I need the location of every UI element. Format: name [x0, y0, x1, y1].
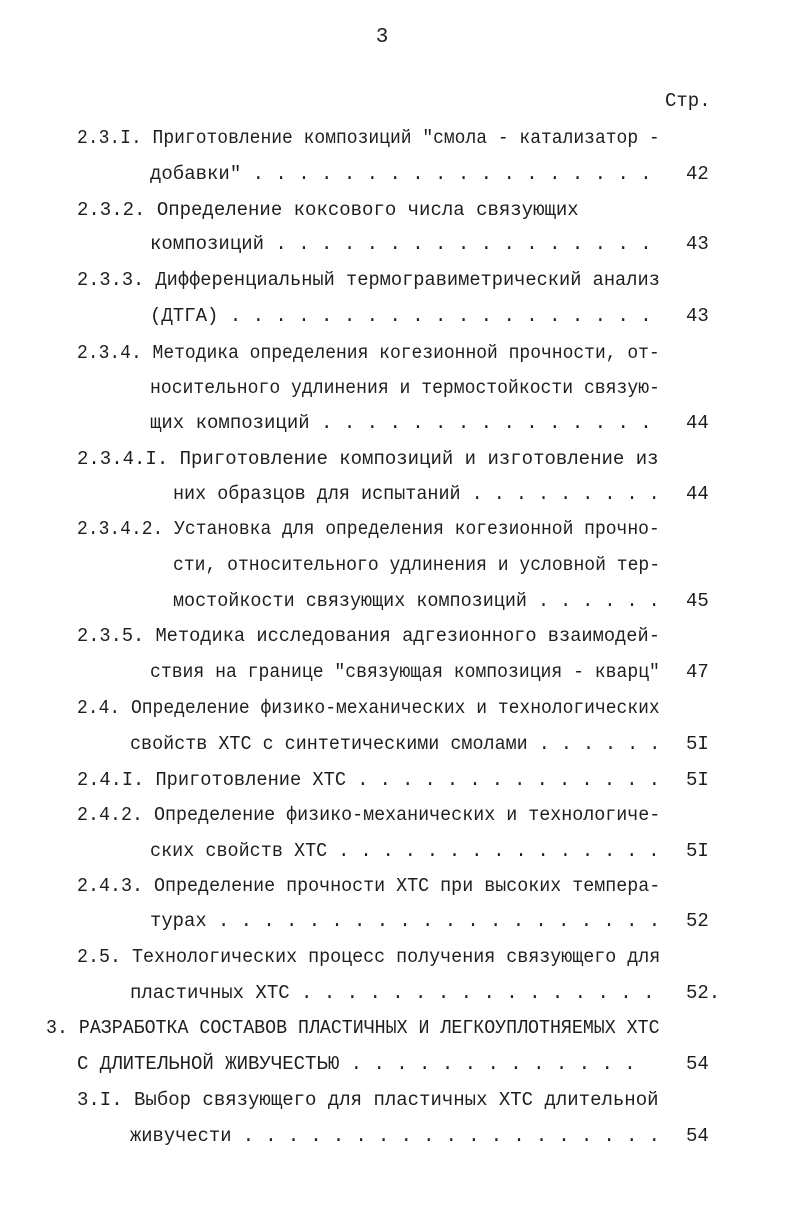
toc-line: 2.5. Технологических процесс получения связующего для [77, 946, 661, 968]
toc-page-number: 52 [686, 910, 709, 932]
toc-line: мостойкости связующих композиций . . . . . . [173, 590, 660, 612]
toc-page-number: 42 [686, 163, 709, 185]
page-number: 3 [375, 26, 389, 49]
toc-line: 2.3.4. Методика определения когезионной прочности, от- [77, 342, 660, 364]
toc-chapter-line: 3. РАЗРАБОТКА СОСТАВОВ ПЛАСТИЧНЫХ И ЛЕГКОУПЛОТНЯЕМЫХ ХТС [46, 1017, 660, 1039]
toc-line: 2.4. Определение физико-механических и технологических [77, 697, 660, 719]
toc-line: пластичных ХТС . . . . . . . . . . . . . . . . [130, 982, 655, 1004]
toc-page-number: 54 [686, 1125, 709, 1147]
toc-line: (ДТГА) . . . . . . . . . . . . . . . . . . . [150, 305, 652, 327]
toc-line: ских свойств ХТС . . . . . . . . . . . . . . . [150, 840, 660, 862]
toc-page-number: 45 [686, 590, 709, 612]
toc-line: турах . . . . . . . . . . . . . . . . . . . . [150, 910, 661, 932]
toc-line: композиций . . . . . . . . . . . . . . . . . [150, 233, 652, 255]
toc-page-number: 52. [686, 982, 721, 1004]
toc-line: 3.I. Выбор связующего для пластичных ХТС длительной [77, 1089, 659, 1111]
toc-line: свойств ХТС с синтетическими смолами . . . . . . [130, 733, 661, 755]
toc-page-number: 5I [686, 769, 709, 791]
toc-line: 2.4.3. Определение прочности ХТС при высоких темпера- [77, 875, 661, 897]
toc-line: сти, относительного удлинения и условной тер- [173, 554, 661, 576]
toc-page-number: 44 [686, 483, 709, 505]
toc-line: 2.3.4.2. Установка для определения когезионной прочно- [77, 518, 660, 540]
toc-line: 2.3.3. Дифференциальный термогравиметрический анализ [77, 269, 660, 291]
toc-line: ствия на границе "связующая композиция - кварц" [150, 661, 660, 683]
toc-line: живучести . . . . . . . . . . . . . . . . . . . [130, 1125, 660, 1147]
toc-page-number: 44 [686, 412, 709, 434]
toc-line: щих композиций . . . . . . . . . . . . . . . [150, 412, 652, 434]
toc-page-number: 5I [686, 840, 709, 862]
toc-page-number: 43 [686, 233, 709, 255]
page-column-header: Стр. [665, 90, 711, 112]
toc-line: добавки" . . . . . . . . . . . . . . . . . . [150, 163, 652, 185]
toc-page-number: 47 [686, 661, 709, 683]
toc-line: носительного удлинения и термостойкости связую- [150, 377, 660, 399]
toc-page-number: 5I [686, 733, 709, 755]
toc-line: 2.3.2. Определение коксового числа связующих [77, 199, 579, 221]
toc-chapter-line: С ДЛИТЕЛЬНОЙ ЖИВУЧЕСТЬЮ . . . . . . . . . . . . . [77, 1053, 636, 1075]
toc-line: 2.4.2. Определение физико-механических и технологиче- [77, 804, 661, 826]
toc-line: них образцов для испытаний . . . . . . . . . [173, 483, 660, 505]
toc-line: 2.3.I. Приготовление композиций "смола - катализатор - [77, 127, 660, 149]
toc-line: 2.3.4.I. Приготовление композиций и изготовление из [77, 448, 659, 470]
toc-page-number: 54 [686, 1053, 709, 1075]
toc-line: 2.4.I. Приготовление ХТС . . . . . . . . . . . . . . [77, 769, 660, 791]
toc-line: 2.3.5. Методика исследования адгезионного взаимодей- [77, 625, 660, 647]
toc-page-number: 43 [686, 305, 709, 327]
